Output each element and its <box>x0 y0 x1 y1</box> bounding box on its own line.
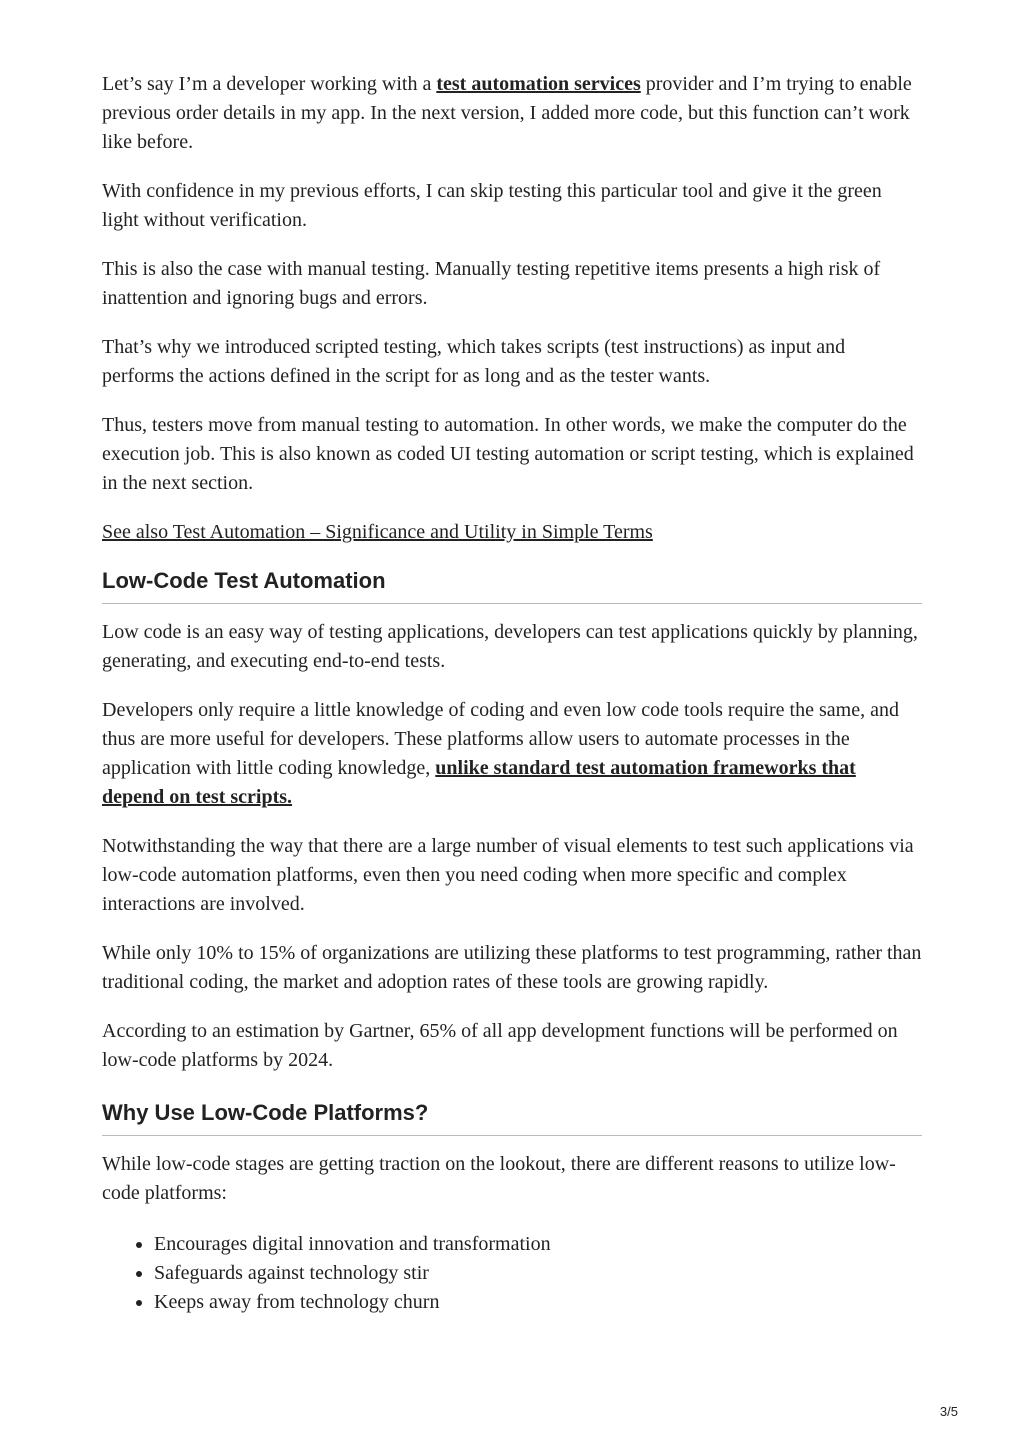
see-also-link[interactable]: See also Test Automation – Significance and Utility in Simple Terms <box>102 521 653 543</box>
list-item: • Keeps away from technology churn <box>154 1288 922 1317</box>
paragraph: Notwithstanding the way that there are a large number of visual elements to test such applications via low-code automation platforms, even then you need coding when more specific and complex interactions are involved. <box>102 835 914 915</box>
paragraph <box>102 696 922 812</box>
paragraph-text: Developers only require a little knowledge of coding and even low code tools require the same, and thus are more useful for developers. These platforms allow users to automate processes in the application with little coding knowledge, <box>102 699 899 779</box>
paragraph: This is also the case with manual testing. Manually testing repetitive items presents a high risk of inattention and ignoring bugs and errors. <box>102 258 881 309</box>
paragraph: With confidence in my previous efforts, I can skip testing this particular tool and give it the green light without verification. <box>102 180 882 231</box>
paragraph: While low-code stages are getting traction on the lookout, there are different reasons to utilize low-code platforms: <box>102 1153 896 1204</box>
page-number: 3/5 <box>939 1404 958 1419</box>
paragraph-text: Let’s say I’m a developer working with a <box>102 73 437 95</box>
paragraph: Low code is an easy way of testing applications, developers can test applications quickly by planning, generating, and executing end-to-end tests. <box>102 621 918 672</box>
reasons-list <box>102 1230 922 1317</box>
article-body <box>102 70 922 1317</box>
paragraph: That’s why we introduced scripted testing, which takes scripts (test instructions) as input and performs the actions defined in the script for as long and as the tester wants. <box>102 336 846 387</box>
list-item: • Encourages digital innovation and transformation <box>154 1230 922 1259</box>
section-heading-low-code-test-automation: Low-Code Test Automation <box>102 567 922 604</box>
paragraph: Thus, testers move from manual testing to automation. In other words, we make the computer do the execution job. This is also known as coded UI testing automation or script testing, which is explained in the next section. <box>102 414 914 494</box>
paragraph: While only 10% to 15% of organizations are utilizing these platforms to test programming, rather than traditional coding, the market and adoption rates of these tools are growing rapidly. <box>102 942 922 993</box>
section-heading-why-use-low-code-platforms: Why Use Low-Code Platforms? <box>102 1099 922 1136</box>
paragraph <box>102 70 922 157</box>
see-also <box>102 518 922 547</box>
paragraph-text: provider and I’m trying to enable previous order details in my app. In the next version, I added more code, but this function can’t work like before. <box>102 73 912 153</box>
paragraph: According to an estimation by Gartner, 65% of all app development functions will be performed on low-code platforms by 2024. <box>102 1020 898 1071</box>
unlike-standard-frameworks-link[interactable]: unlike standard test automation frameworks that depend on test scripts. <box>102 757 856 808</box>
test-automation-services-link[interactable]: test automation services <box>436 73 641 95</box>
list-item: • Safeguards against technology stir <box>154 1259 922 1288</box>
